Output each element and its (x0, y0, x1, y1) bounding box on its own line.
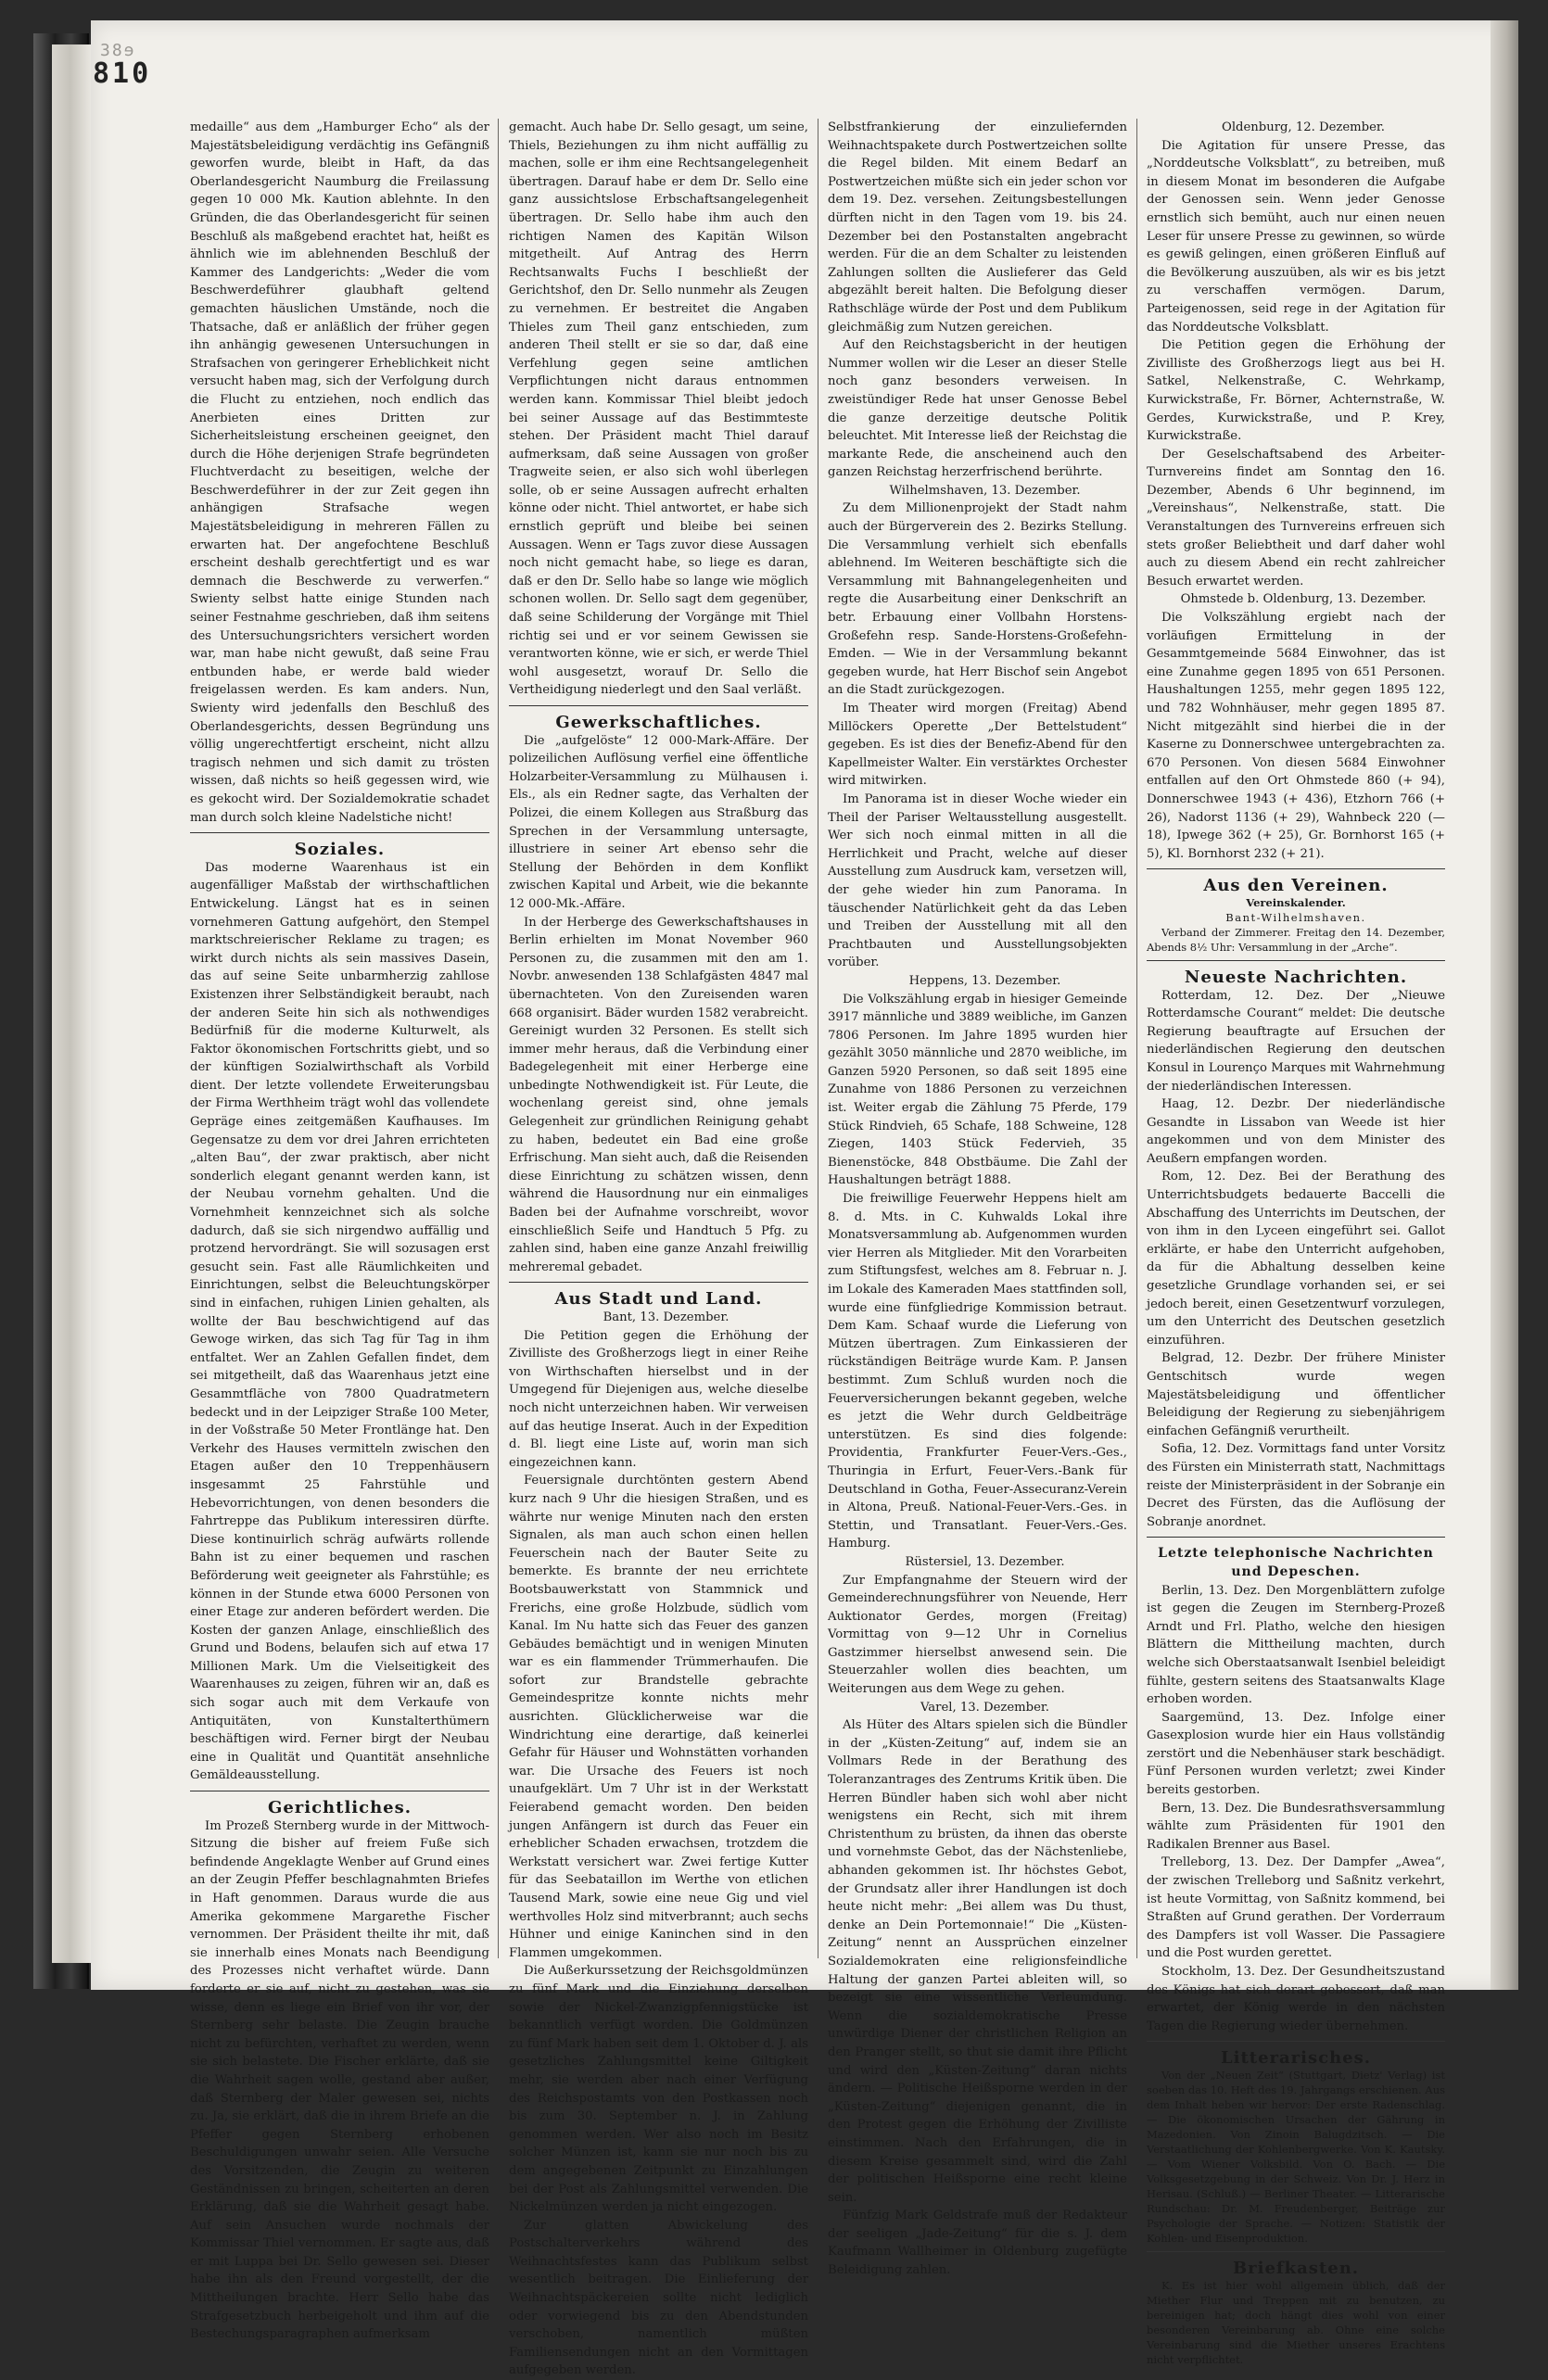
dateline: Varel, 13. Dezember. (920, 1700, 1049, 1715)
dateline: Oldenburg, 12. Dezember. (1222, 120, 1385, 134)
news-item: Belgrad, 12. Dezbr. Der frühere Minister Gentschitsch wurde wegen Majestätsbeleidigung und öffentlicher Beleidigung der Regierung zu siebenjährigem einfachen Gefängniß verurtheilt. (1147, 1351, 1445, 1438)
section-divider (1147, 1537, 1445, 1538)
article-text: Die „aufgelöste“ 12 000-Mark-Affäre. Der polizeilichen Auflösung verfiel eine öffentliche Holzarbeiter-Versammlung zu Mülhausen i. Els., als ein Redner sagte, das Verhalten der Polizei, die einem Kollegen aus Straßburg das Sprechen in der Versammlung untersagte, illustriere in seiner Art ebenso sehr die Stellung der Behörden in dem Konflikt zwischen Kapital und Arbeit, wie die bekannte 12 000-Mk.-Affäre. (509, 733, 808, 911)
section-heading: Aus den Vereinen. (1203, 876, 1389, 896)
news-item: Sofia, 12. Dez. Vormittags fand unter Vorsitz des Fürsten ein Ministerrath statt, Nachmittags reiste der Ministerpräsident in der Sobranje ein Decret des Fürsten, das die Auflösung der Sobranje anordnet. (1147, 1442, 1445, 1529)
letterbox-note: K. Es ist hier wohl allgemein üblich, daß der Miether Flur und Treppen mit zu benutzen, zu bereinigen hat; doch hängt dies wohl von einer besonderen Vereinbarung ab. Ohne eine solche Vereinbarung sind die Miether unseres Erachtens nicht verpflichtet. (1147, 2278, 1445, 2366)
article-text: Zu dem Millionenprojekt der Stadt nahm auch der Bürgerverein des 2. Bezirks Stellung. Die Versammlung verhielt sich ebenfalls ablehnend. Im Weiteren beschäftigte sich die Versammlung mit Bahnangelegenheiten und regte die Ausarbeitung einer Denkschrift an betr. Erbauung einer Vollbahn Horstens-Großefehn resp. Sande-Horstens-Großefehn-Emden. — Wie in der Versammlung bekannt gegeben wurde, hat Herr Bischof sein Angebot an die Stadt zurückgezogen. (828, 501, 1127, 698)
calendar-entry: Verband der Zimmerer. Freitag den 14. Dezember, Abends 8½ Uhr: Versammlung in der „Arche“. (1147, 925, 1445, 954)
gutter (52, 44, 93, 1963)
section-heading: Letzte telephonische Nachrichten und Depeschen. (1158, 1546, 1434, 1579)
article-text: Im Theater wird morgen (Freitag) Abend Millöckers Operette „Der Bettelstudent“ gegeben. Es ist dies der Benefiz-Abend für den Kapellmeister Walter. Ein verstärktes Orchester wird mitwirken. (828, 702, 1127, 789)
dateline: Heppens, 13. Dezember. (908, 973, 1061, 988)
page-ghost-mark: 38ɘ (100, 41, 136, 60)
section-heading: Soziales. (294, 840, 386, 860)
section-divider (190, 832, 489, 833)
literature-note: Von der „Neuen Zeit“ (Stuttgart, Dietz' Verlag) ist soeben das 10. Heft des 19. Jahrgangs erschienen. Aus dem Inhalt heben wir hervor: Der erste Radenschlag. — Die ökonomischen Ursachen der Gährung in Mazedonien. Von Zinoin Balugdzitsch. — Die Verstaatlichung der Kohlenbergwerke. Von K. Kautsky. — Vom Wiener Volksbild. Von O. Bach. — Die Volksgesetzgebung in der Schweiz. Von Dr. J. Herz in Herisau. (Schluß.) — Berliner Theater. — Litterarische Rundschau: Dr. M. Freudenberger, Beiträge zur Psychologie der Sprache. — Notizen: Statistik der Kohlen- und Eisenproduktion. (1147, 2068, 1445, 2245)
news-item: Haag, 12. Dezbr. Der niederländische Gesandte in Lissabon van Weede ist hier angekommen und von dem Minister des Aeußern empfangen worden. (1147, 1097, 1445, 1166)
column-4 (1147, 119, 1445, 2366)
article-text: medaille“ aus dem „Hamburger Echo“ als der Majestätsbeleidigung verdächtig ins Gefängniß geworfen wurde, bleibt in Haft, da das Oberlandesgericht Naumburg die Freilassung gegen 10 000 Mk. Kaution ablehnte. In den Gründen, die das Oberlandesgericht für seinen Beschluß als maßgebend erachtet hat, heißt es ähnlich wie im ablehnenden Beschluß der Kammer des Landgerichts: „Weder die vom Beschwerdeführer glaubhaft geltend gemachten häuslichen Umstände, noch die Thatsache, daß er anläßlich der früher gegen ihn anhängig gewesenen Untersuchungen in Strafsachen von geringerer Erheblichkeit nicht versucht haben mag, sich der Verfolgung durch die Flucht zu entziehen, noch endlich das Anerbieten eines Dritten zur Sicherheitsleistung erscheinen geeignet, den durch die Höhe derjenigen Strafe begründeten Fluchtverdacht zu beseitigen, welche der Beschwerdeführer in der zur Zeit gegen ihn anhängigen Strafsache wegen Majestätsbeleidigung in mehreren Fällen zu erwarten hat. Der angefochtene Beschluß erscheint deshalb gerechtfertigt und es war demnach die Beschwerde zu verwerfen.“ Swienty selbst hatte einige Stunden nach seiner Festnahme geschrieben, daß ihm seitens des Untersuchungsrichters versichert worden war, man habe nicht gewußt, daß seine Frau entbunden habe, er werde bald wieder freigelassen werden. Es kam anders. Nun, Swienty wird jedenfalls den Beschluß des Oberlandesgerichts, dessen Begründung uns völlig ungerechtfertigt erscheint, nicht allzu tragisch nehmen und sich damit zu trösten wissen, daß nichts so heiß gegessen wird, wie es gekocht wird. Der Sozialdemokratie schadet man durch solch kleine Nadelstiche nicht! (190, 120, 489, 825)
article-text: Die Petition gegen die Erhöhung der Zivilliste des Großherzogs liegt aus bei H. Satkel, Nelkenstraße, C. Wehrkamp, Kurwickstraße, Fr. Börner, Achternstraße, W. Gerdes, Kurwickstraße, und P. Krey, Kurwickstraße. (1147, 338, 1445, 444)
section-divider (1147, 960, 1445, 961)
section-heading: Litterarisches. (1220, 2048, 1372, 2069)
section-divider (509, 1282, 808, 1283)
section-heading: Briefkasten. (1232, 2258, 1360, 2278)
dateline: Bant, 13. Dezember. (603, 1310, 730, 1324)
column-rule (498, 119, 499, 1958)
article-text: Als Hüter des Altars spielen sich die Bündler in der „Küsten-Zeitung“ auf, indem sie an Vollmars Rede in der Berathung des Toleranzantrages des Zentrums Kritik üben. Die Herren Bündler haben sich wohl aber nicht wenigstens ein Recht, sich mit ihrem Christenthum zu brüsten, da ihnen das oberste und vornehmste Gebot, das der Nächstenliebe, abhanden gekommen ist. Ihr höchstes Gebot, der Grundsatz aller ihrer Handlungen ist doch heute nicht mehr: „Bei allem was Du thust, denke an Dein Portemonnaie!“ Die „Küsten-Zeitung“ nennt an Aussprüchen einzelner Sozialdemokraten eine religionsfeindliche Haltung der ganzen Partei ableiten will, so bezeigt sie eine wissentliche Verleumdung. Wenn die sozialdemokratische Presse unwürdige Diener der christlichen Religion an den Pranger stellt, so thut sie damit ihre Pflicht und wird den „Küsten-Zeitung“ daran nichts ändern. — Politische Heißsporne werden in der „Küsten-Zeitung“ diejenigen genannt, die in den Protest gegen die Erhöhung der Zivilliste einstimmen. Nach den Erfahrungen, die in diesem Kreise gesammelt sind, wird die Zahl der politischen Heißsporne eine recht kleine sein. (828, 1718, 1127, 2205)
news-item: Rom, 12. Dez. Bei der Berathung des Unterrichtsbudgets bedauerte Baccelli die Abschaffung des Unterrichts im Deutschen, der von ihm in den Lyceen eingeführt sei. Gallot erklärte, er habe den Unterricht aufgehoben, da für die Abhaltung desselben keine gesetzliche Grundlage vorhanden sei, er sei jedoch bereit, einen Gesetzentwurf vorzulegen, um den Unterricht des Deutschen gesetzlich einzuführen. (1147, 1170, 1445, 1348)
article-text: gemacht. Auch habe Dr. Sello gesagt, um seine, Thiels, Beziehungen zu ihm nicht auffällig zu machen, solle er ihm eine Rechtsangelegenheit übertragen. Darauf habe er dem Dr. Sello eine ganz aussichtslose Erbschaftsangelegenheit übertragen. Dr. Sello habe ihm auch den richtigen Namen des Kapitän Wilson mitgetheilt. Auf Antrag des Herrn Rechtsanwalts Fuchs I beschließt der Gerichtshof, den Dr. Sello nunmehr als Zeugen zu vernehmen. Er bestreitet die Angaben Thieles zum Theil ganz entschieden, zum anderen Theil stellt er sie so dar, daß eine Verfehlung gegen seine amtlichen Verpflichtungen nicht daraus entnommen werden kann. Kommissar Thiel bleibt jedoch bei seiner Aussage auf das Bestimmteste stehen. Der Präsident macht Thiel darauf aufmerksam, daß seine Aussagen von großer Tragweite seien, er also sich wohl überlegen solle, ob er seine Aussagen aufrecht erhalten könne oder nicht. Thiel antwortet, er habe sich ernstlich geprüft und bleibe bei seinen Aussagen. Wenn er Tags zuvor diese Aussagen noch nicht gemacht habe, so liege es daran, daß er den Dr. Sello habe so lange wie möglich schonen wollen. Dr. Sello sagt dem gegenüber, daß seine Schilderung der Vorgänge mit Thiel richtig sei und er vor seinem Gewissen sie verantworten könne, wie er sich, er werde Thiel wohl ausgesetzt, worauf Dr. Sello die Vertheidigung niederlegt und den Saal verläßt. (509, 120, 808, 698)
section-divider (1147, 2251, 1445, 2252)
calendar-title: Vereinskalender. (1246, 895, 1346, 909)
article-text: Die Volkszählung ergab in hiesiger Gemeinde 3917 männliche und 3889 weibliche, im Ganzen 7806 Personen. Im Jahre 1895 wurden hier gezählt 3050 männliche und 2870 weibliche, im Ganzen 5920 Personen, so daß seit 1895 eine Zunahme von 1886 Personen zu verzeichnen ist. Weiter ergab die Zählung 75 Pferde, 179 Stück Rindvieh, 65 Schafe, 188 Schweine, 128 Ziegen, 1403 Stück Federvieh, 35 Bienenstöcke, 848 Obstbäume. Die Zahl der Haushaltungen beträgt 1888. (828, 992, 1127, 1188)
section-heading: Neueste Nachrichten. (1184, 967, 1408, 987)
article-text: Der Geselschaftsabend des Arbeiter-Turnvereins findet am Sonntag den 16. Dezember, Abends 6 Uhr beginnend, im „Vereinshaus“, Nelkenstraße, statt. Die Veranstaltungen des Turnvereins erfreuen sich stets großer Beliebtheit und darf daher wohl auch zu diesem Abend ein recht zahlreicher Besuch erwartet werden. (1147, 447, 1445, 589)
news-item: Stockholm, 13. Dez. Der Gesundheitszustand des Königs hat sich derart gebessert, daß man erwartet, der König werde in den nächsten Tagen die Regierung wieder übernehmen. (1147, 1965, 1445, 2033)
section-divider (1147, 868, 1445, 869)
section-divider (1147, 2041, 1445, 2042)
article-text: Das moderne Waarenhaus ist ein augenfälliger Maßstab der wirthschaftlichen Entwickelung. Längst hat es in seinen vornehmeren Gattung aufgehört, den Stempel marktschreierischer Reklame zu tragen; es wirkt durch nichts als sein massives Dasein, das auf seine Seite unbarmherzig zahllose Existenzen ihrer Selbständigkeit beraubt, nach der anderen Seite hin sich als nothwendiges Bedürfniß für die moderne Kulturwelt, als Faktor ökonomischen Fortschritts giebt, und so der künftigen Sozialwirthschaft als Vorbild dient. Der letzte vollendete Erweiterungsbau der Firma Werthheim trägt wohl das vollendete Gepräge eines zeitgemäßen Kaufhauses. Im Gegensatze zu dem vor drei Jahren errichteten „alten Bau“, der zwar praktisch, aber nicht sonderlich elegant genannt werden kann, ist der Neubau vornehm gehalten. Und die Vornehmheit kennzeichnet sich als solche dadurch, daß sie sich nirgendwo auffällig und protzend hervordrängt. Sie will sozusagen erst gesucht sein. Fast alle Räumlichkeiten und Einrichtungen, selbst die Beleuchtungskörper sind in einfachen, ruhigen Linien gehalten, als wollte der Bau beschwichtigend auf das Gewoge wirken, das sich Tag für Tag in ihm entfaltet. Wer an Zahlen Gefallen findet, dem sei mitgetheilt, daß das Waarenhaus jetzt eine Gesammtfläche von 7800 Quadratmetern bedeckt und in der Leipziger Straße 100 Meter, in der Voßstraße 50 Meter Frontlänge hat. Den Verkehr des Hauses vermitteln zwischen den Etagen außer den 10 Treppenhäusern insgesammt 25 Fahrstühle und Hebevorrichtungen, von denen besonders die Fahrtreppe das Publikum interessiren dürfte. Diese kontinuirlich schräg aufwärts rollende Bahn ist zu einer bequemen und raschen Beförderung weit geeigneter als Fahrstühle; es können in der Stunde etwa 6000 Personen von einer Etage zur anderen befördert werden. Die Kosten der ganzen Anlage, einschließlich des Grund und Bodens, belaufen sich auf etwa 17 Millionen Mark. Um die Vielseitigkeit des Waarenhauses zu zeigen, führen wir an, daß es sich sogar auch mit dem Verkaufe von Antiquitäten, von Kunstalterthümern beschäftigen wird. Ferner birgt der Neubau eine in Qualität und Quantität ansehnliche Gemäldeausstellung. (190, 860, 489, 1783)
article-text: Im Prozeß Sternberg wurde in der Mittwoch-Sitzung die bisher auf freiem Fuße sich befindende Angeklagte Wenber auf Grund eines an der Zeugin Pfeffer beschlagnahmten Briefes in Haft genommen. Daraus wurde die aus Amerika gekommene Margarethe Fischer vernommen. Der Präsident theilte ihr mit, daß sie innerhalb eines Monats nach Beendigung des Prozesses nicht verhaftet würde. Dann forderte er sie auf, nicht zu gestehen, was sie wisse, denn es liege ein Brief von ihr vor, der Sternberg sehr belaste. Die Zeugin brauche nicht zu befürchten, verhaftet zu werden, wenn sie sich belastete. Die Fischer erklärte, daß sie die Wahrheit sagen wolle, gestand aber außer, daß Sternberg der Maler gewesen sei, nichts zu. Ja, sie erklärt, daß die in ihrem Briefe an die Pfeffer gegen Sternberg erhobenen Beschuldigungen unwahr seien. Alle Versuche des Vorsitzenden, die Zeugin zu weiteren Geständnissen zu bringen, scheiterten an deren Erklärung, daß sie die Wahrheit gesagt habe. Auf sein Ansuchen wurde nochmals der Kommissar Thiel vernommen. Er sagte aus, daß er mit Luppa bei Dr. Sello gewesen sei. Dieser habe ihn als den Freund vorgestellt, der die Mittheilungen brachte. Herr Sello habe das Strafgesetzbuch herbeigeholt und ihm auf die Bestechungsparagraphen aufmerksam (190, 1818, 489, 2342)
article-text: Die freiwillige Feuerwehr Heppens hielt am 8. d. Mts. in C. Kuhwalds Lokal ihre Monatsversammlung ab. Aufgenommen wurden vier Herren als Mitglieder. Mit den Vorarbeiten zum Stiftungsfest, welches am 8. Februar n. J. im Lokale des Kameraden Maes stattfinden soll, wurde eine fünfgliedrige Kommission betraut. Dem Kam. Schaaf wurde die Lieferung von Mützen übertragen. Zum Einkassieren der rückständigen Beiträge wurde Kam. P. Jansen bestimmt. Zum Schluß wurden noch die Feuerversicherungen bekannt gegeben, welche es jetzt die Wehr durch Geldbeiträge unterstützen. Es sind dies folgende: Providentia, Frankfurter Feuer-Vers.-Ges., Thuringia in Erfurt, Feuer-Vers.-Bank für Deutschland in Gotha, Feuer-Assecuranz-Verein in Altona, Preuß. National-Feuer-Vers.-Ges. in Stettin, und Transatlant. Feuer-Vers.-Ges. Hamburg. (828, 1192, 1127, 1551)
article-text: Feuersignale durchtönten gestern Abend kurz nach 9 Uhr die hiesigen Straßen, und es währte nur wenige Minuten nach den ersten Signalen, als man auch schon einen hellen Feuerschein nach der Bauter Seite zu bemerkte. Es brannte der neu errichtete Bootsbauwerkstatt von Stammnick und Frerichs, eine große Holzbude, südlich vom Kanal. Im Nu hatte sich das Feuer des ganzen Gebäudes bemächtigt und in wenigen Minuten war es ein flammender Trümmerhaufen. Die sofort zur Brandstelle gebrachte Gemeindespritze konnte nichts mehr ausrichten. Glücklicherweise war die Windrichtung eine derartige, daß keinerlei Gefahr für Häuser und Wohnstätten vorhanden war. Die Ursache des Feuers ist noch unaufgeklärt. Um 7 Uhr ist in der Werkstatt Feierabend gemacht worden. Den beiden jungen Anfängern ist durch das Feuer ein erheblicher Schaden erwachsen, trotzdem die Werkstatt versichert war. Zwei fertige Kutter für das Seebataillon im Werthe von etlichen Tausend Mark, sowie eine neue Gig und viel werthvolles Holz sind mitverbrannt; auch sechs Hühner und einige Kaninchen sind in den Flammen umgekommen. (509, 1474, 808, 1960)
column-3 (828, 119, 1127, 2278)
section-heading: Gewerkschaftliches. (555, 713, 762, 732)
calendar-place: Bant-Wilhelmshaven. (1225, 910, 1366, 924)
news-item: Bern, 13. Dez. Die Bundesrathsversammlung wählte zum Präsidenten für 1901 den Radikalen Brenner aus Basel. (1147, 1801, 1445, 1852)
article-text: Zur glatten Abwickelung des Postschalterverkehrs während des Weihnachtsfestes kann das Publikum selbst wesentlich beitragen. Die Einlieferung der Weihnachtspäckereien sollte nicht lediglich oder vorwiegend bis zu den Abendstunden verschoben, namentlich müßten Familiensendungen nicht an den Vormittagen aufgegeben werden. (509, 2218, 808, 2378)
news-item: Rotterdam, 12. Dez. Der „Nieuwe Rotterdamsche Courant“ meldet: Die deutsche Regierung beauftragte auf Ersuchen der niederländischen Regierung den deutschen Konsul in Lourenço Marques mit Wahrnehmung der niederländischen Interessen. (1147, 988, 1445, 1094)
article-text: Die Agitation für unsere Presse, das „Norddeutsche Volksblatt“, zu betreiben, muß in diesem Monat im besonderen die Aufgabe der Genossen sein. Wenn jeder Genosse ernstlich sich bemüht, auch nur einen neuen Leser für unsere Presse zu gewinnen, so würde es gewiß gelingen, einen größeren Einfluß auf die Bevölkerung auszuüben, als wir es bis jetzt zu verschaffen vermögen. Darum, Parteigenossen, seid rege in der Agitation für das Norddeutsche Volksblatt. (1147, 138, 1445, 335)
column-2 (509, 119, 808, 2378)
article-text: Zur Empfangnahme der Steuern wird der Gemeinderechnungsführer von Neuende, Herr Auktionator Gerdes, morgen (Freitag) Vormittag von 9—12 Uhr in Cornelius Gastzimmer hierselbst anwesend sein. Die Steuerzahler wollen dies beachten, um Weiterungen aus dem Wege zu gehen. (828, 1573, 1127, 1697)
page-number: 810 (93, 57, 152, 90)
dateline: Ohmstede b. Oldenburg, 13. Dezember. (1180, 592, 1427, 607)
news-item: Saargemünd, 13. Dez. Infolge einer Gasexplosion wurde hier ein Haus vollständig zerstört und die Nebenhäuser stark beschädigt. Fünf Personen wurden verletzt; zwei Kinder bereits gestorben. (1147, 1710, 1445, 1798)
article-text: Die Außerkurssetzung der Reichsgoldmünzen zu fünf Mark und die Einziehung derselben sowie der Nickel-Zwanzigpfennigstücke ist bekanntlich verfügt worden. Die Goldmünzen zu fünf Mark haben seit dem 1. Oktober d. J. als gesetzliches Zahlungsmittel keine Giltigkeit mehr, sie werden aber nach einer Verfügung des Reichspostamts von den Postkassen noch bis zum 30. September n. J. in Zahlung genommen werden. Wer also noch im Besitz solcher Münzen ist, kann sie nur noch bis zu dem angegebenen Zeitpunkt zu Einzahlungen bei der Post als Zahlungsmittel verwenden. Die Nickelmünzen werden ja nicht eingezogen. (509, 1964, 808, 2215)
page-edge (1491, 20, 1518, 1990)
section-divider (509, 705, 808, 706)
dateline: Rüstersiel, 13. Dezember. (905, 1554, 1065, 1569)
article-text: Selbstfrankierung der einzuliefernden Weihnachtspakete durch Postwertzeichen sollte die Regel bilden. Mit einem Bedarf an Postwertzeichen müßte sich ein jeder schon vor dem 19. Dez. versehen. Zeitungsbestellungen dürften nicht in den Tagen vom 19. bis 24. Dezember bei den Postanstalten angebracht werden. Für die an dem Schalter zu leistenden Zahlungen sollten die Auslieferer das Geld abgezählt bereit halten. Die Befolgung dieser Rathschläge würde der Post und dem Publikum gleichmäßig zum Nutzen gereichen. (828, 120, 1127, 335)
article-text: Im Panorama ist in dieser Woche wieder ein Theil der Pariser Weltausstellung ausgestellt. Wer sich noch einmal mitten in all die Herrlichkeit und Pracht, welche auf dieser Ausstellung zum Ausdruck kam, versetzen will, der gehe wieder hin zum Panorama. In täuschender Natürlichkeit geht da das Leben und Treiben der Ausstellung mit all den Prachtbauten und Ausstellungsobjekten vorüber. (828, 791, 1127, 970)
article-text: Auf den Reichstagsbericht in der heutigen Nummer wollen wir die Leser an dieser Stelle noch ganz besonders verweisen. In zweistündiger Rede hat unser Genosse Bebel die ganze derzeitige deutsche Politik beleuchtet. Mit Interesse ließ der Reichstag die markante Rede, die anscheinend auch den ganzen Reichstag herzerfrischend berührte. (828, 338, 1127, 480)
column-1 (190, 119, 489, 2342)
column-rule (1136, 119, 1137, 1958)
article-text: Die Volkszählung ergiebt nach der vorläufigen Ermittelung in der Gesammtgemeinde 5684 Einwohner, das ist eine Zunahme gegen 1895 von 651 Personen. Haushaltungen 1255, mehr gegen 1895 122, und 782 Wohnhäuser, mehr gegen 1895 87. Nicht mitgezählt sind hierbei die in der Kaserne zu Donnerschwee untergebrachten za. 670 Personen. Von diesen 5684 Einwohner entfallen auf den Ort Ohmstede 860 (+ 94), Donnerschwee 1943 (+ 436), Etzhorn 766 (+ 26), Nadorst 1136 (+ 29), Wahnbeck 220 (— 18), Ipwege 362 (+ 25), Gr. Bornhorst 165 (+ 5), Kl. Bornhorst 232 (+ 21). (1147, 611, 1445, 861)
article-text: In der Herberge des Gewerkschaftshauses in Berlin erhielten im Monat November 960 Personen zu, die zusammen mit den am 1. Novbr. anwesenden 138 Schlafgästen 4847 mal übernachteten. Von den Zureisenden waren 668 organisirt. Bäder wurden 1582 verabreicht. Gereinigt wurden 32 Personen. Es stellt sich immer mehr heraus, daß die Verbindung einer Badegelegenheit mit einer Herberge eine unbedingte Nothwendigkeit ist. Für Leute, die wochenlang gereist sind, ohne jemals Gelegenheit zur gründlichen Reinigung gehabt zu haben, bedeutet ein Bad eine große Erfrischung. Man sieht auch, daß die Reisenden diese Einrichtung zu schätzen wissen, denn während die Hausordnung nur ein einmaliges Baden bei der Aufnahme vorschreibt, wovor einschließlich Seife und Handtuch 5 Pfg. zu zahlen sind, haben eine ganze Anzahl freiwillig mehreremal gebadet. (509, 915, 808, 1274)
section-heading: Aus Stadt und Land. (554, 1289, 763, 1310)
dateline: Wilhelmshaven, 13. Dezember. (889, 483, 1081, 498)
news-item: Trelleborg, 13. Dez. Der Dampfer „Awea“, der zwischen Trelleborg und Saßnitz verkehrt, ist heute Vormittag, von Saßnitz kommend, bei Straßten auf Grund gerathen. Der Vorderraum des Dampfers ist voll Wasser. Die Passagiere und die Post wurden gerettet. (1147, 1855, 1445, 1961)
news-item: Berlin, 13. Dez. Den Morgenblättern zufolge ist gegen die Zeugen im Sternberg-Prozeß Arndt und Frl. Platho, welche den hiesigen Blättern die Mittheilung machten, durch welche sich Oberstaatsanwalt Isenbiel beleidigt fühlte, gestern seitens des Staatsanwalts Klage erhoben worden. (1147, 1583, 1445, 1707)
article-text: Die Petition gegen die Erhöhung der Zivilliste des Großherzogs liegt in einer Reihe von Wirthschaften hierselbst und in der Umgegend für Diejenigen aus, welche dieselbe noch nicht unterzeichnen haben. Wir verweisen auf das heutige Inserat. Auch in der Expedition d. Bl. liegt eine Liste auf, worin man sich eingezeichnen kann. (509, 1328, 808, 1470)
article-text: Fünfzig Mark Geldstrafe muß der Redakteur der seeligen „Jade-Zeitung“ für die s. J. dem Kaufmann Wallheimer in Oldenburg zugefügte Beleidigung zahlen. (828, 2209, 1127, 2278)
section-heading: Gerichtliches. (267, 1798, 412, 1818)
